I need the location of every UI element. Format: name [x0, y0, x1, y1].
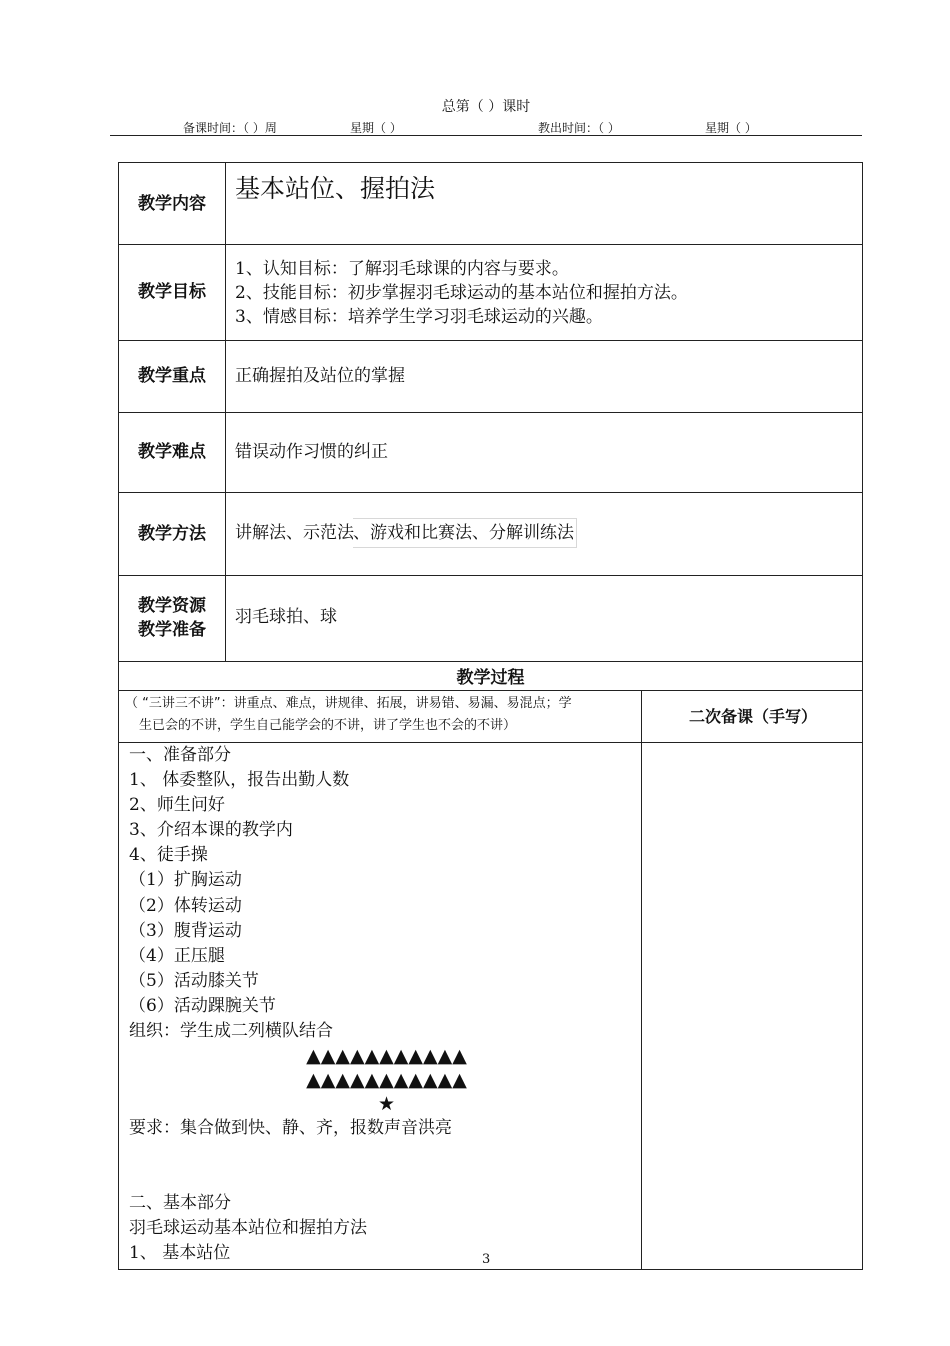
difficulties-label: 教学难点 [138, 442, 206, 462]
process-line: 3、介绍本课的教学内 [129, 820, 293, 841]
resources-value: 羽毛球拍、球 [235, 607, 337, 627]
process-line: 2、师生问好 [129, 795, 225, 816]
resources-label [119, 575, 225, 661]
goals-label: 教学目标 [138, 282, 206, 302]
process-line: 组织：学生成二列横队结合 [129, 1021, 333, 1042]
row-divider [119, 575, 862, 576]
process-body [129, 743, 634, 1267]
requirement-line: 要求：集合做到快、静、齐，报数声音洪亮 [129, 1118, 452, 1139]
process-line: （2）体转运动 [129, 895, 242, 916]
lesson-topic: 基本站位、握拍法 [235, 174, 436, 203]
key-points-value: 正确握拍及站位的掌握 [235, 366, 405, 386]
row-divider [119, 690, 862, 691]
teach-weekday-field: 星期（ ） [705, 121, 757, 135]
second-prep-header: 二次备课（手写） [688, 707, 817, 726]
row-divider [119, 412, 862, 413]
lesson-plan-table [118, 162, 863, 1270]
methods-text-a: 讲解法、示范法 [235, 523, 354, 543]
key-points-label: 教学重点 [138, 366, 206, 386]
process-line: （6）活动踝腕关节 [129, 995, 276, 1016]
goal-item: 2、技能目标：初步掌握羽毛球运动的基本站位和握拍方法。 [235, 283, 688, 303]
process-line: 一、准备部分 [129, 745, 231, 765]
prep-weekday-field: 星期（ ） [350, 121, 402, 135]
process-line: （4）正压腿 [129, 945, 225, 966]
row-divider [119, 340, 862, 341]
row-divider [119, 661, 862, 662]
process-line: 1、 体委整队，报告出勤人数 [129, 770, 350, 791]
process-line: （3）腹背运动 [129, 920, 242, 941]
label-column-divider [225, 163, 226, 661]
lesson-count-title: 总第（ ）课时 [441, 99, 531, 115]
process-line: （1）扩胸运动 [129, 870, 242, 891]
resources-label-line1: 教学资源 [138, 596, 206, 616]
methods-label: 教学方法 [138, 523, 206, 544]
resources-label-line2: 教学准备 [138, 620, 206, 640]
process-line: 1、 基本站位 [129, 1243, 231, 1264]
formation-row-students: ▲▲▲▲▲▲▲▲▲▲▲ [306, 1069, 467, 1092]
process-line: （5）活动膝关节 [129, 970, 259, 991]
teaching-principle-note [125, 693, 637, 737]
note-line: （ “三讲三不讲”：讲重点、难点，讲规律、拓展，讲易错、易漏、易混点；学 [125, 696, 572, 711]
teacher-star-icon: ★ [377, 1093, 396, 1116]
goal-item: 1、认知目标：了解羽毛球课的内容与要求。 [235, 259, 569, 279]
page-number: 3 [482, 1252, 491, 1267]
difficulties-value: 错误动作习惯的纠正 [235, 442, 388, 462]
process-title: 教学过程 [456, 668, 525, 688]
notes-column-divider [641, 690, 642, 1269]
formation-row-students: ▲▲▲▲▲▲▲▲▲▲▲ [306, 1045, 467, 1068]
goal-item: 3、情感目标：培养学生学习羽毛球运动的兴趣。 [235, 307, 603, 327]
row-divider [119, 244, 862, 245]
teach-time-field: 教出时间：（ ） [538, 121, 620, 135]
process-line: 4、徒手操 [129, 845, 208, 866]
methods-value [235, 518, 854, 548]
process-line: 二、基本部分 [129, 1193, 231, 1214]
goals-list [235, 257, 854, 329]
note-line: 生已会的不讲，学生自己能学会的不讲，讲了学生也不会的不讲） [139, 718, 517, 733]
prep-time-field: 备课时间：（ ）周 [183, 121, 277, 135]
content-label: 教学内容 [138, 193, 206, 214]
header-rule [110, 135, 862, 136]
row-divider [119, 492, 862, 493]
process-line: 羽毛球运动基本站位和握拍方法 [129, 1218, 367, 1239]
methods-text-b: 、游戏和比赛法、分解训练法 [353, 518, 577, 548]
